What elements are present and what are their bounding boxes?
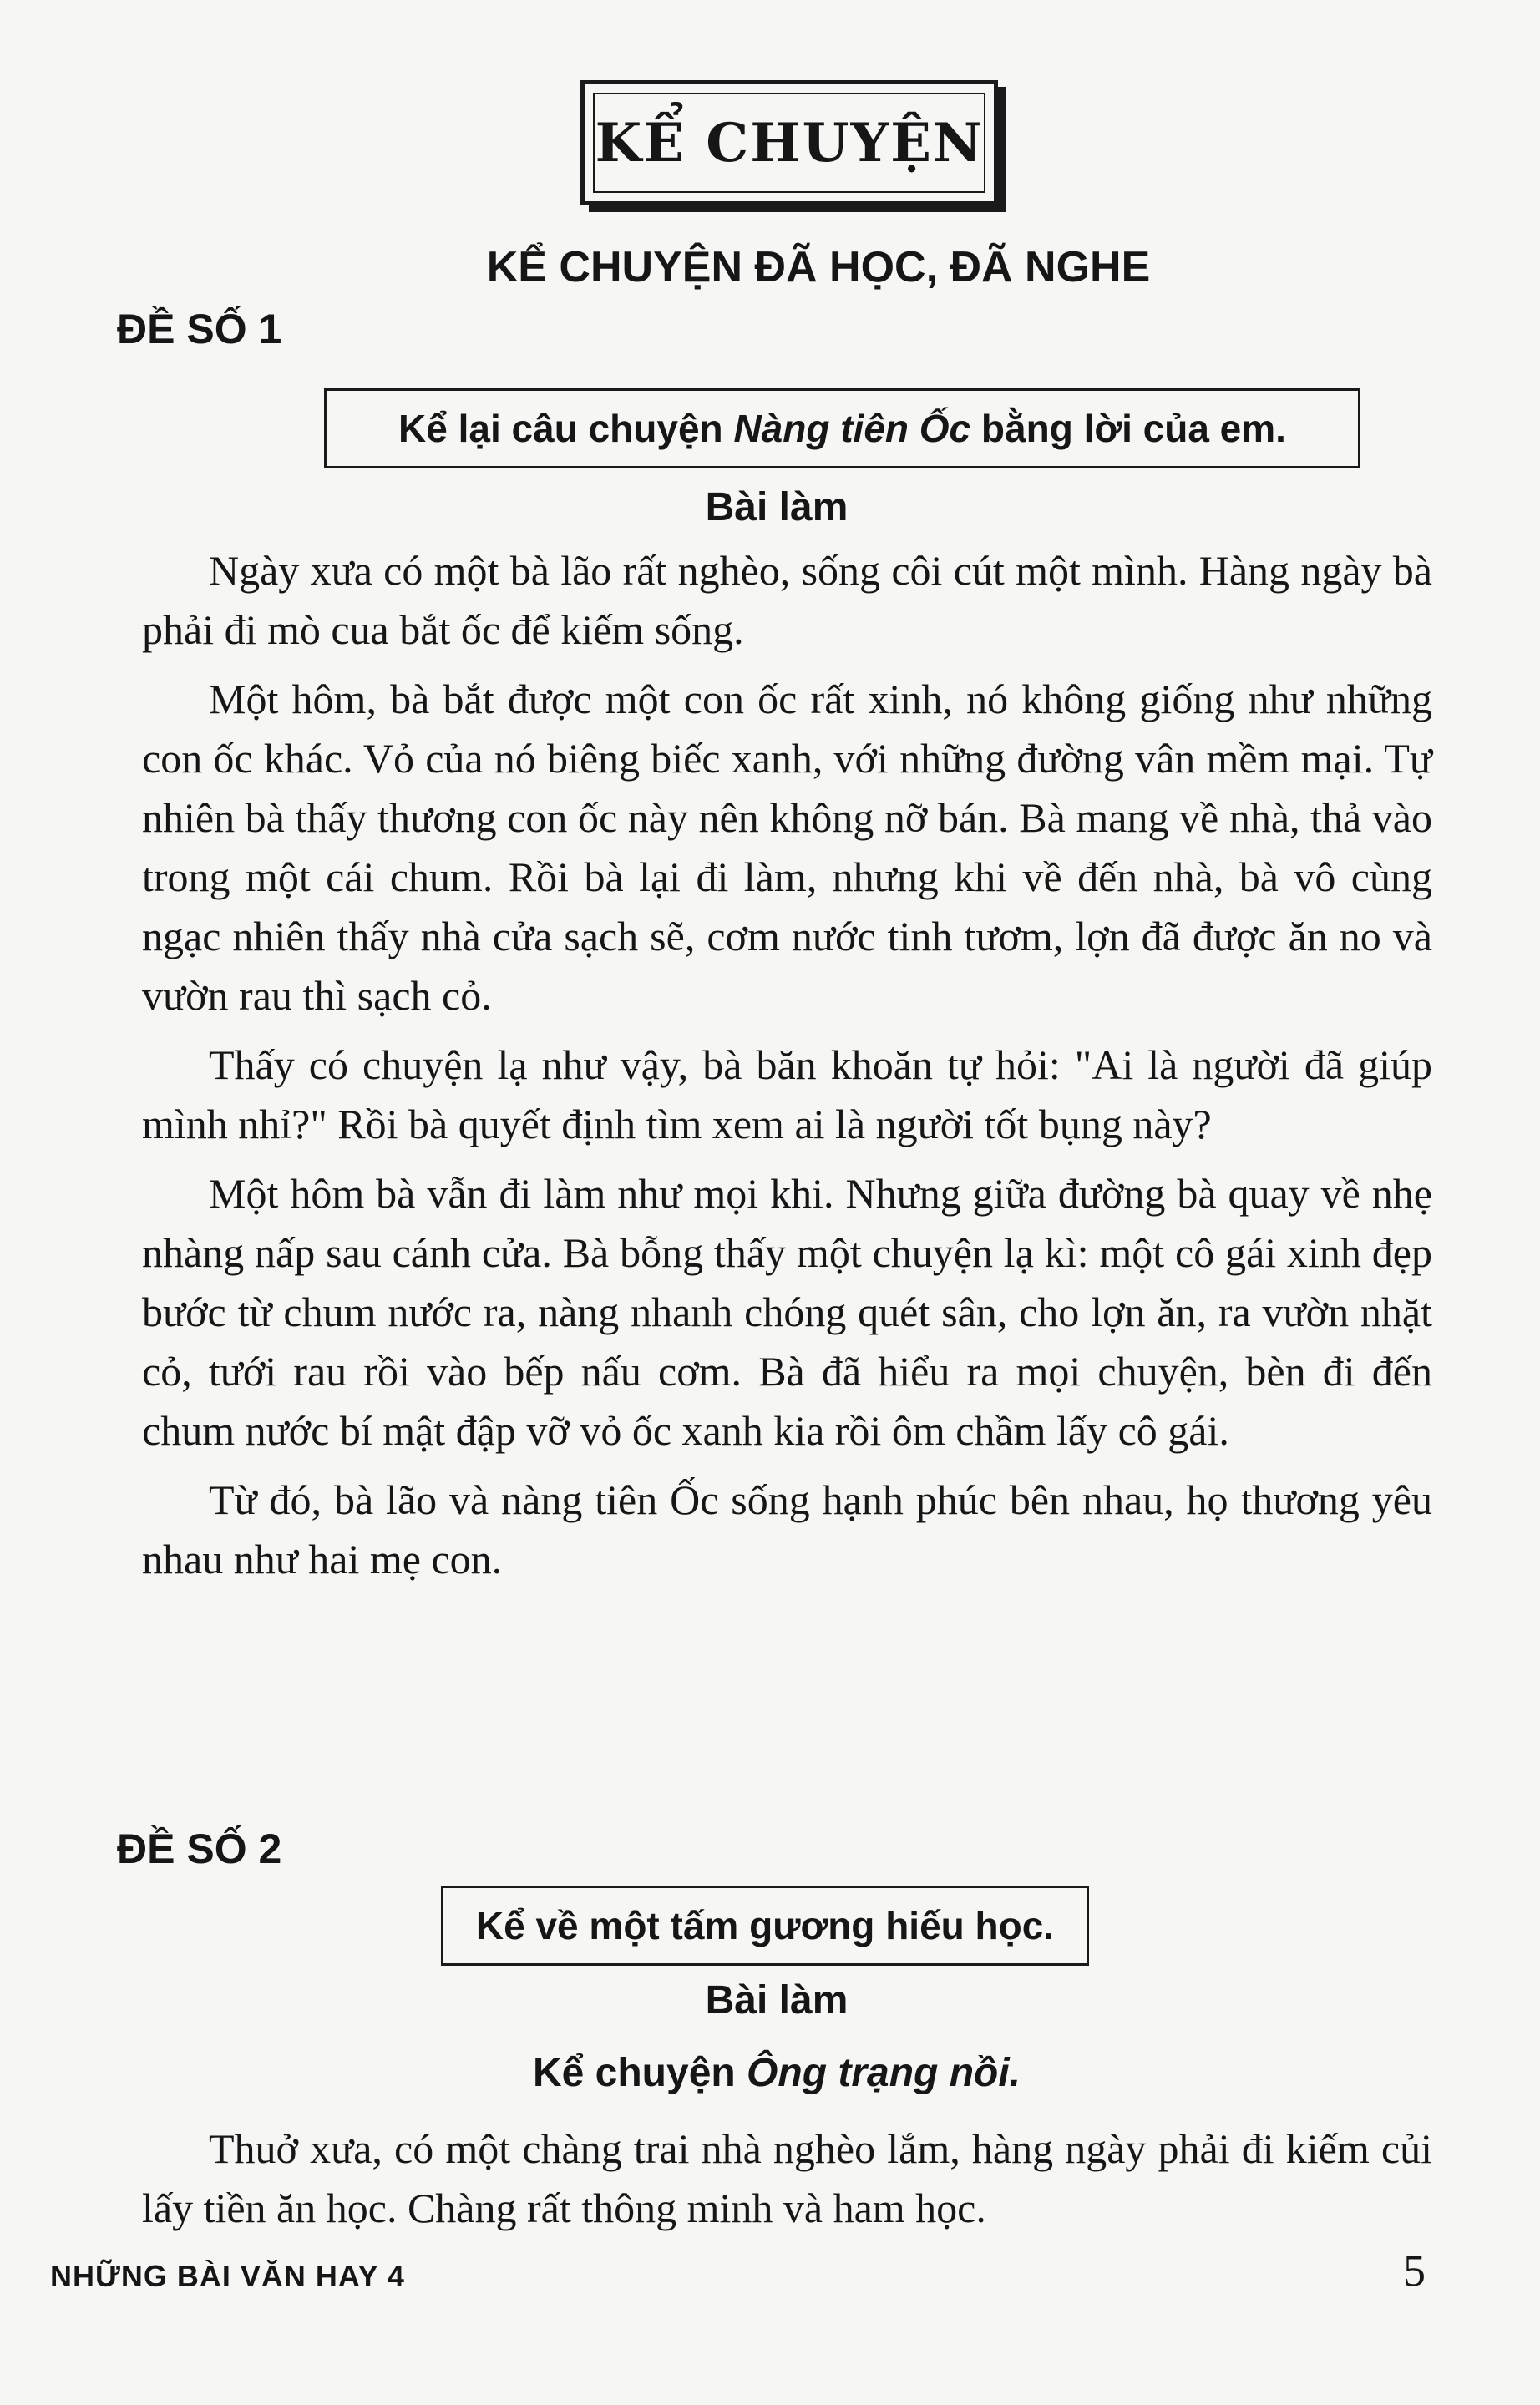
exercise-1-prompt-italic: Nàng tiên Ốc: [733, 407, 971, 450]
exercise-1-paragraph: Thấy có chuyện lạ như vậy, bà băn khoăn tự hỏi: "Ai là người đã giúp mình nhỉ?" Rồi bà quyết định tìm xem ai là người tốt bụng này?: [142, 1041, 1432, 1147]
exercise-2-story-title-italic: Ông trạng nồi.: [747, 2051, 1021, 2095]
exercise-1-body: [142, 541, 1432, 1589]
exercise-1-answer-heading: Bài làm: [705, 485, 849, 529]
exercise-2-paragraph: Thuở xưa, có một chàng trai nhà nghèo lắm, hàng ngày phải đi kiếm củi lấy tiền ăn học. Chàng rất thông minh và ham học.: [142, 2125, 1432, 2231]
footer-book-title: NHỮNG BÀI VĂN HAY 4: [50, 2259, 405, 2293]
exercise-2-story-title: [351, 2050, 1203, 2096]
exercise-1-label: ĐỀ SỐ 1: [117, 306, 282, 352]
section-banner: [580, 80, 998, 205]
exercise-1-paragraph: Một hôm, bà bắt được một con ốc rất xinh, nó không giống như những con ốc khác. Vỏ của nó biêng biếc xanh, với những đường vân mềm mại. Tự nhiên bà thấy thương con ốc này nên không nỡ bán. Bà mang về nhà, thả vào trong một cái chum. Rồi bà lại đi làm, nhưng khi về đến nhà, bà vô cùng ngạc nhiên thấy nhà cửa sạch sẽ, cơm nước tinh tươm, lợn đã được ăn no và vườn rau thì sạch cỏ.: [142, 676, 1432, 1019]
exercise-1-paragraph: Một hôm bà vẫn đi làm như mọi khi. Nhưng giữa đường bà quay về nhẹ nhàng nấp sau cánh cửa. Bà bỗng thấy một chuyện lạ kì: một cô gái xinh đẹp bước từ chum nước ra, nàng nhanh chóng quét sân, cho lợn ăn, ra vườn nhặt cỏ, tưới rau rồi vào bếp nấu cơm. Bà đã hiểu ra mọi chuyện, bèn đi đến chum nước bí mật đập vỡ vỏ ốc xanh kia rồi ôm chầm lấy cô gái.: [142, 1170, 1432, 1454]
page-subtitle: KỂ CHUYỆN ĐÃ HỌC, ĐÃ NGHE: [486, 243, 1151, 291]
exercise-2-body: [142, 2119, 1432, 2238]
exercise-1-prompt-before: Kể lại câu chuyện: [398, 407, 734, 450]
exercise-2-prompt: Kể về một tấm gương hiếu học.: [475, 1904, 1055, 1947]
exercise-2-answer-heading: Bài làm: [705, 1978, 849, 2023]
section-title: KỂ CHUYỆN: [593, 93, 985, 193]
exercise-2-prompt-box: [441, 1886, 1089, 1966]
exercise-1-prompt-box: [324, 388, 1360, 468]
exercise-1-prompt-after: bằng lời của em.: [970, 407, 1286, 450]
exercise-1-paragraph: Từ đó, bà lão và nàng tiên Ốc sống hạnh phúc bên nhau, họ thương yêu nhau như hai mẹ con.: [142, 1476, 1432, 1582]
exercise-2-story-title-before: Kể chuyện: [532, 2051, 747, 2095]
exercise-1-paragraph: Ngày xưa có một bà lão rất nghèo, sống côi cút một mình. Hàng ngày bà phải đi mò cua bắt ốc để kiếm sống.: [142, 547, 1432, 653]
page-number: 5: [1403, 2246, 1426, 2296]
exercise-2-label: ĐỀ SỐ 2: [117, 1825, 282, 1872]
